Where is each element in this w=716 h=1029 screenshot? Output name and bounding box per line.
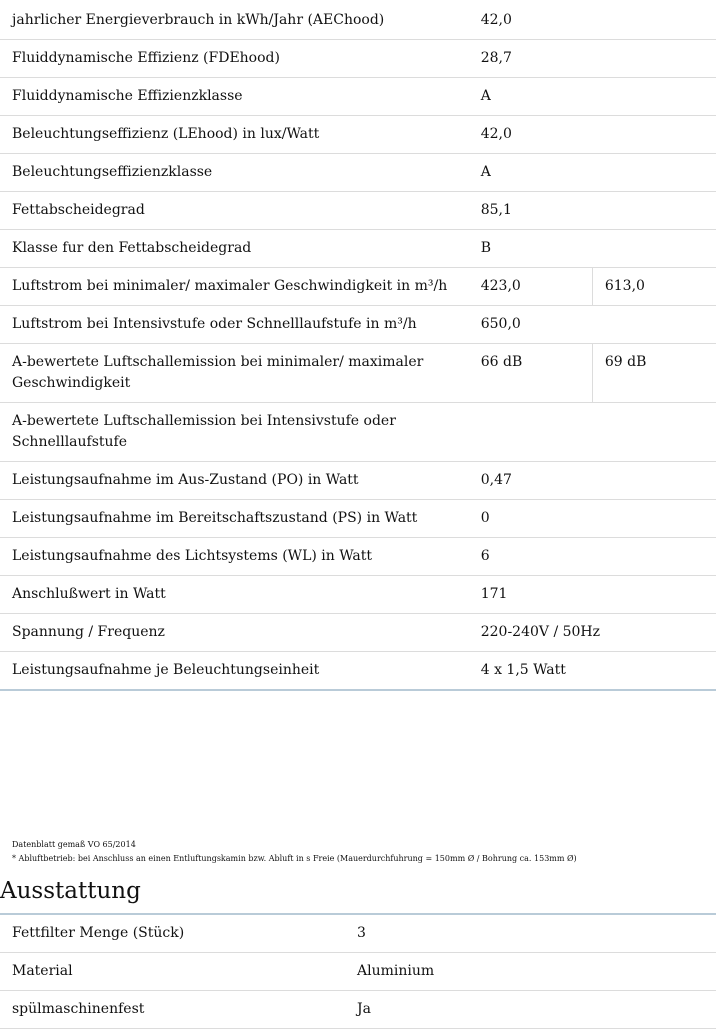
table-row (0, 403, 716, 462)
spec-value: A (469, 78, 716, 116)
spec-label: Spannung / Frequenz (0, 614, 469, 652)
spec-label: Fettabscheidegrad (0, 192, 469, 230)
spec-value: 85,1 (469, 192, 716, 230)
exhaust-footnote: * Abluftbetrieb: bei Anschluss an einen Entluftungskamin bzw. Abluft in s Freie (Mauerdurchfuhrung = 150mm Ø / Bohrung ca. 153mm Ø) (12, 854, 577, 863)
equipment-label: Material (0, 953, 345, 991)
table-row (0, 0, 716, 40)
table-row (0, 230, 716, 268)
spec-label: Leistungsaufnahme im Aus-Zustand (PO) in Watt (0, 462, 469, 500)
table-row (0, 914, 716, 953)
spec-value: 28,7 (469, 40, 716, 78)
table-row (0, 306, 716, 344)
table-row (0, 116, 716, 154)
spec-value: 220-240V / 50Hz (469, 614, 716, 652)
spec-value-max: 69 dB (592, 344, 716, 403)
table-row (0, 652, 716, 691)
equipment-value: Aluminium (345, 953, 716, 991)
table-row (0, 991, 716, 1029)
table-row (0, 614, 716, 652)
table-row (0, 192, 716, 230)
datasheet-notes (12, 838, 712, 866)
equipment-value: 3 (345, 914, 716, 953)
spec-label: Beleuchtungseffizienzklasse (0, 154, 469, 192)
spec-value: 0,47 (469, 462, 716, 500)
table-row (0, 500, 716, 538)
spec-value-min: 423,0 (469, 268, 593, 306)
table-row (0, 953, 716, 991)
spec-label: Fluiddynamische Effizienz (FDEhood) (0, 40, 469, 78)
table-row (0, 344, 716, 403)
spec-value: 6 (469, 538, 716, 576)
spec-value: 42,0 (469, 116, 716, 154)
spec-value: 650,0 (469, 306, 716, 344)
table-row (0, 78, 716, 116)
equipment-label: Fettfilter Menge (Stück) (0, 914, 345, 953)
spec-label: A-bewertete Luftschallemission bei Intensivstufe oder Schnelllaufstufe (0, 403, 469, 462)
table-row (0, 268, 716, 306)
spec-label: Luftstrom bei minimaler/ maximaler Geschwindigkeit in m³/h (0, 268, 469, 306)
spec-label: Leistungsaufnahme des Lichtsystems (WL) in Watt (0, 538, 469, 576)
spec-label: Anschlußwert in Watt (0, 576, 469, 614)
spec-value: A (469, 154, 716, 192)
spec-value: 42,0 (469, 0, 716, 40)
spec-label: jahrlicher Energieverbrauch in kWh/Jahr (AEChood) (0, 0, 469, 40)
table-row (0, 576, 716, 614)
spec-value: 171 (469, 576, 716, 614)
spec-value-min: 66 dB (469, 344, 593, 403)
spec-value (469, 403, 716, 462)
spec-value: 4 x 1,5 Watt (469, 652, 716, 691)
table-row (0, 40, 716, 78)
spec-label: A-bewertete Luftschallemission bei minimaler/ maximaler Geschwindigkeit (0, 344, 469, 403)
section-title: Ausstattung (0, 878, 141, 904)
equipment-label: spülmaschinenfest (0, 991, 345, 1029)
datasheet-note: Datenblatt gemaß VO 65/2014 (12, 840, 136, 849)
spec-label: Leistungsaufnahme je Beleuchtungseinheit (0, 652, 469, 691)
spec-label: Klasse fur den Fettabscheidegrad (0, 230, 469, 268)
table-row (0, 538, 716, 576)
spec-value-max: 613,0 (592, 268, 716, 306)
spec-label: Leistungsaufnahme im Bereitschaftszustand (PS) in Watt (0, 500, 469, 538)
spec-value: 0 (469, 500, 716, 538)
spec-label: Luftstrom bei Intensivstufe oder Schnelllaufstufe in m³/h (0, 306, 469, 344)
spec-label: Fluiddynamische Effizienzklasse (0, 78, 469, 116)
table-row (0, 462, 716, 500)
equipment-value: Ja (345, 991, 716, 1029)
spec-label: Beleuchtungseffizienz (LEhood) in lux/Watt (0, 116, 469, 154)
table-row (0, 154, 716, 192)
spec-value: B (469, 230, 716, 268)
equipment-table (0, 913, 716, 1029)
